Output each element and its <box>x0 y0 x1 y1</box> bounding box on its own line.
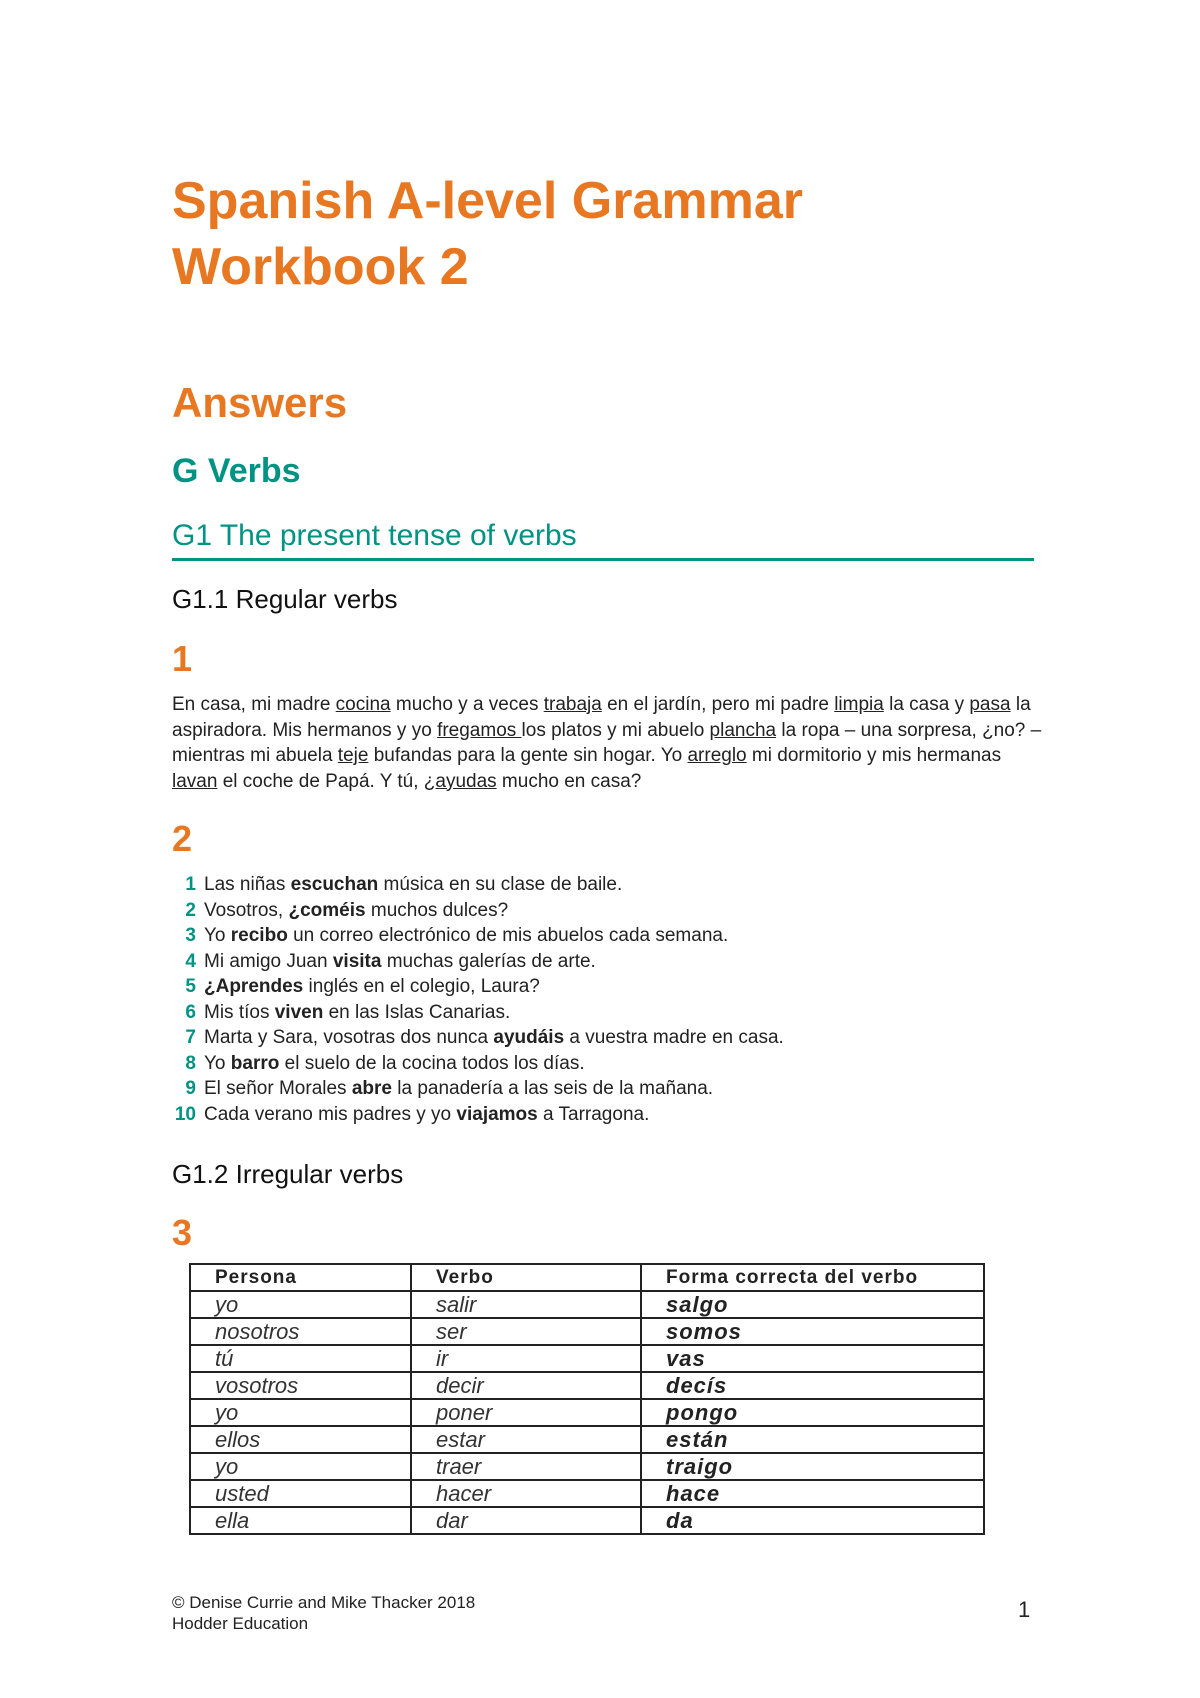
forma-cell: da <box>641 1507 984 1534</box>
answer-verb: lavan <box>172 770 218 792</box>
table-row <box>190 1426 984 1453</box>
exercise-1-paragraph <box>172 692 1042 794</box>
title-line-1: Spanish A-level Grammar <box>172 172 803 230</box>
verb-table-body <box>190 1291 984 1534</box>
forma-cell: hace <box>641 1480 984 1507</box>
verbo-cell: estar <box>411 1426 641 1453</box>
answer-verb: plancha <box>709 719 777 741</box>
forma-cell: somos <box>641 1318 984 1345</box>
verbo-cell: ser <box>411 1318 641 1345</box>
persona-cell: vosotros <box>190 1372 411 1399</box>
sentence-text: Mis tíos <box>204 1001 275 1023</box>
answer-verb: pasa <box>969 694 1011 715</box>
list-item <box>172 1051 1042 1077</box>
answer-verb: ¿coméis <box>288 899 366 921</box>
answer-verb: ¿ayudas <box>423 770 497 792</box>
list-item <box>172 1025 1042 1051</box>
answer-verb: arreglo <box>687 745 747 766</box>
sentence-text: muchas galerías de arte. <box>381 950 596 972</box>
forma-cell: salgo <box>641 1291 984 1318</box>
answers-heading: Answers <box>172 379 348 426</box>
sentence-text: a Tarragona. <box>537 1103 650 1125</box>
exercise-number-1: 1 <box>172 638 193 679</box>
sentence-text: Mi amigo Juan <box>204 950 333 972</box>
answer-verb: ¿Aprendes <box>204 976 304 997</box>
table-row <box>190 1453 984 1480</box>
item-number: 8 <box>185 1052 196 1074</box>
sentence-text: los platos y mi abuelo <box>521 719 710 741</box>
table-row <box>190 1345 984 1372</box>
persona-cell: ella <box>190 1507 411 1534</box>
verbo-cell: decir <box>411 1372 641 1399</box>
column-header: Verbo <box>411 1264 641 1291</box>
answer-verb: teje <box>337 745 369 766</box>
section-heading: G Verbs <box>172 452 301 490</box>
sentence-text: la panadería a las seis de la mañana. <box>391 1078 714 1099</box>
list-item <box>172 898 1042 924</box>
persona-cell: yo <box>190 1453 411 1480</box>
subsection-heading-irregular: G1.2 Irregular verbs <box>172 1159 404 1189</box>
item-number: 10 <box>174 1103 196 1125</box>
sentence-text: el coche de Papá. Y tú, <box>217 770 424 792</box>
answer-verb: abre <box>351 1078 392 1099</box>
sentence-text: El señor Morales <box>204 1078 352 1099</box>
sentence-text: En casa, mi madre <box>172 694 336 715</box>
item-number: 2 <box>185 899 196 921</box>
sentence-text: muchos dulces? <box>365 899 509 921</box>
table-row <box>190 1291 984 1318</box>
verbo-cell: traer <box>411 1453 641 1480</box>
column-header: Forma correcta del verbo <box>641 1264 984 1291</box>
answer-verb: fregamos <box>437 719 522 741</box>
answer-verb: ayudáis <box>493 1027 565 1048</box>
table-header-row <box>190 1264 984 1291</box>
forma-cell: traigo <box>641 1453 984 1480</box>
verbo-cell: ir <box>411 1345 641 1372</box>
sentence-text: a vuestra madre en casa. <box>564 1027 784 1048</box>
item-number: 5 <box>185 976 196 997</box>
item-number: 4 <box>185 950 196 972</box>
exercise-number-2: 2 <box>172 818 193 859</box>
publisher-text: Hodder Education <box>172 1614 309 1633</box>
list-item <box>172 923 1042 949</box>
page-number: 1 <box>1018 1597 1031 1622</box>
forma-cell: decís <box>641 1372 984 1399</box>
persona-cell: ellos <box>190 1426 411 1453</box>
sentence-text: bufandas para la gente sin hogar. Yo <box>368 745 688 766</box>
list-item <box>172 1000 1042 1026</box>
persona-cell: yo <box>190 1291 411 1318</box>
column-header: Persona <box>190 1264 411 1291</box>
item-number: 9 <box>185 1078 196 1099</box>
verb-table <box>189 1263 985 1535</box>
verbo-cell: poner <box>411 1399 641 1426</box>
table-row <box>190 1507 984 1534</box>
footer-credits <box>172 1592 475 1634</box>
exercise-2-list <box>172 872 1042 1127</box>
document-title <box>172 168 803 300</box>
sentence-text: la aspiradora. Mis hermanos y yo <box>172 694 1031 741</box>
item-number: 7 <box>185 1027 196 1048</box>
sentence-text: Yo <box>204 925 231 946</box>
sentence-text: Marta y Sara, vosotras dos nunca <box>204 1027 494 1048</box>
answer-verb: trabaja <box>543 694 602 715</box>
title-line-2: Workbook 2 <box>172 238 469 296</box>
sentence-text: mi dormitorio y mis hermanas <box>746 745 1002 766</box>
sentence-text: mucho en casa? <box>496 770 642 792</box>
verbo-cell: salir <box>411 1291 641 1318</box>
sentence-text: Las niñas <box>204 874 291 895</box>
sentence-text: inglés en el colegio, Laura? <box>303 976 540 997</box>
persona-cell: tú <box>190 1345 411 1372</box>
list-item <box>172 949 1042 975</box>
forma-cell: pongo <box>641 1399 984 1426</box>
sentence-text: Vosotros, <box>204 899 289 921</box>
exercise-number-3: 3 <box>172 1212 193 1253</box>
sentence-text: la ropa – una sorpresa, ¿no? – mientras mi abuela <box>172 719 1042 766</box>
item-number: 3 <box>185 925 196 946</box>
table-row <box>190 1480 984 1507</box>
verbo-cell: hacer <box>411 1480 641 1507</box>
persona-cell: nosotros <box>190 1318 411 1345</box>
answer-verb: limpia <box>834 694 884 715</box>
persona-cell: yo <box>190 1399 411 1426</box>
answer-verb: viven <box>274 1001 324 1023</box>
sentence-text: Cada verano mis padres y yo <box>204 1103 457 1125</box>
list-item <box>172 1076 1042 1102</box>
answer-verb: cocina <box>335 694 391 715</box>
forma-cell: están <box>641 1426 984 1453</box>
answer-verb: visita <box>332 950 382 972</box>
list-item <box>172 1102 1042 1128</box>
sentence-text: el suelo de la cocina todos los días. <box>279 1052 585 1074</box>
unit-heading: G1 The present tense of verbs <box>172 516 1034 561</box>
persona-cell: usted <box>190 1480 411 1507</box>
sentence-text: Yo <box>204 1052 231 1074</box>
answer-verb: barro <box>230 1052 280 1074</box>
sentence-text: un correo electrónico de mis abuelos cada semana. <box>287 925 729 946</box>
sentence-text: en las Islas Canarias. <box>323 1001 511 1023</box>
table-row <box>190 1318 984 1345</box>
sentence-text: en el jardín, pero mi padre <box>601 694 835 715</box>
sentence-text: mucho y a veces <box>390 694 544 715</box>
item-number: 1 <box>185 874 196 895</box>
subsection-heading-regular: G1.1 Regular verbs <box>172 584 398 614</box>
copyright-text: © Denise Currie and Mike Thacker 2018 <box>172 1593 476 1612</box>
list-item <box>172 974 1042 1000</box>
answer-verb: viajamos <box>456 1103 538 1125</box>
answer-verb: escuchan <box>290 874 379 895</box>
answer-verb: recibo <box>230 925 288 946</box>
sentence-text: la casa y <box>883 694 970 715</box>
sentence-text: música en su clase de baile. <box>378 874 623 895</box>
verbo-cell: dar <box>411 1507 641 1534</box>
forma-cell: vas <box>641 1345 984 1372</box>
list-item <box>172 872 1042 898</box>
item-number: 6 <box>185 1001 196 1023</box>
table-row <box>190 1399 984 1426</box>
table-row <box>190 1372 984 1399</box>
